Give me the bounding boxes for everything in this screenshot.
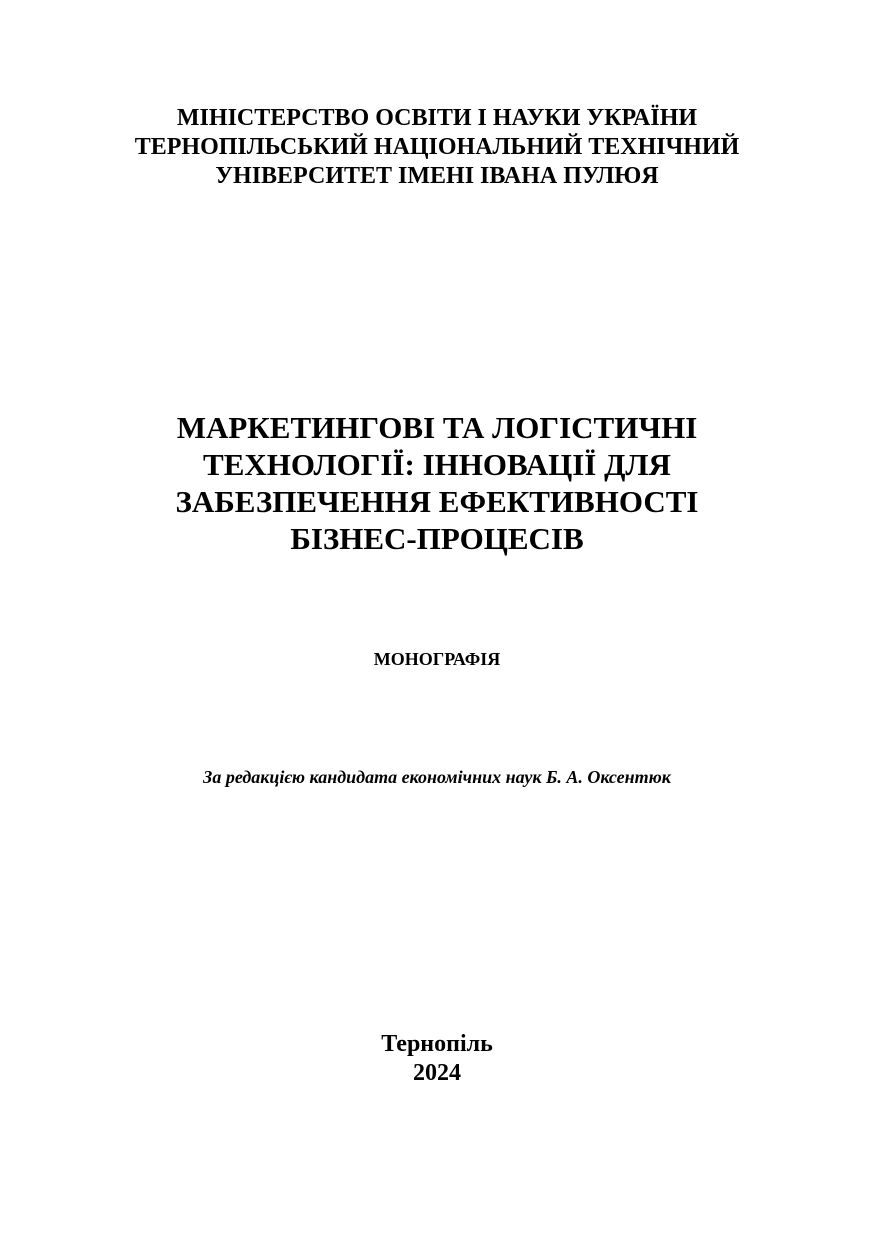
institution-line: УНІВЕРСИТЕТ ІМЕНІ ІВАНА ПУЛЮЯ (215, 163, 659, 189)
genre-label: МОНОГРАФІЯ (373, 649, 501, 669)
title-line: ТЕХНОЛОГІЇ: ІННОВАЦІЇ ДЛЯ (203, 447, 671, 482)
imprint-year: 2024 (413, 1060, 461, 1086)
title-line: ЗАБЕЗПЕЧЕННЯ ЕФЕКТИВНОСТІ (175, 484, 699, 519)
institution-line: ТЕРНОПІЛЬСЬКИЙ НАЦІОНАЛЬНИЙ ТЕХНІЧНИЙ (134, 134, 740, 160)
imprint-city: Тернопіль (381, 1031, 493, 1057)
institution-header (0, 104, 874, 191)
imprint (0, 1030, 874, 1088)
editor-text: За редакцією кандидата економічних наук Б. А. Оксентюк (203, 767, 671, 787)
publication-genre (0, 648, 874, 670)
book-title (0, 409, 874, 557)
title-line: БІЗНЕС-ПРОЦЕСІВ (290, 521, 584, 556)
institution-line: МІНІСТЕРСТВО ОСВІТИ І НАУКИ УКРАЇНИ (176, 105, 698, 131)
title-line: МАРКЕТИНГОВІ ТА ЛОГІСТИЧНІ (176, 410, 698, 445)
editor-credit (0, 766, 874, 788)
